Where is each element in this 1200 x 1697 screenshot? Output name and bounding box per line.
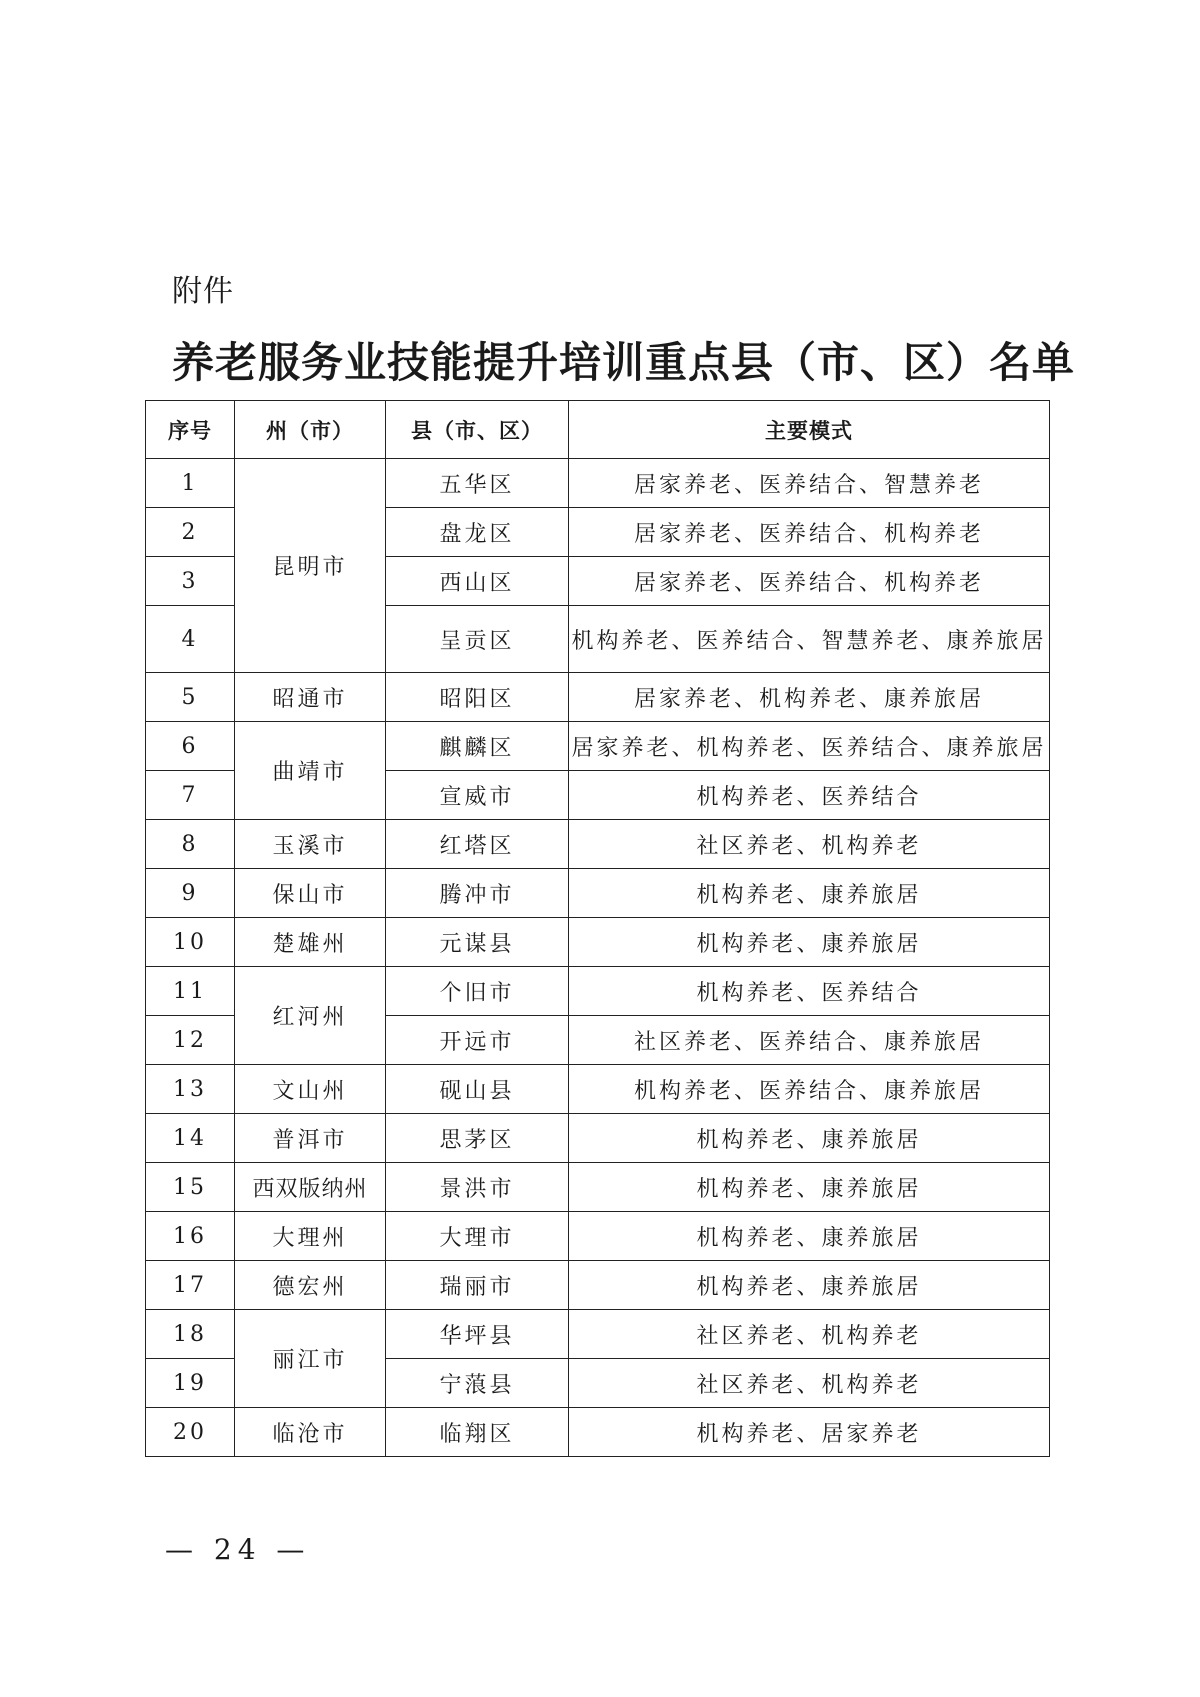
row-county: 五华区 xyxy=(386,459,569,508)
row-county: 盘龙区 xyxy=(386,508,569,557)
row-mode: 机构养老、康养旅居 xyxy=(569,1163,1050,1212)
table-row xyxy=(146,967,1050,1016)
row-county: 景洪市 xyxy=(386,1163,569,1212)
row-county: 个旧市 xyxy=(386,967,569,1016)
row-county: 西山区 xyxy=(386,557,569,606)
row-mode: 机构养老、医养结合 xyxy=(569,771,1050,820)
row-mode: 机构养老、医养结合、康养旅居 xyxy=(569,1065,1050,1114)
row-county: 宁蒗县 xyxy=(386,1359,569,1408)
row-prefecture: 昆明市 xyxy=(235,459,386,673)
row-prefecture: 玉溪市 xyxy=(235,820,386,869)
table-row xyxy=(146,1261,1050,1310)
row-mode: 社区养老、医养结合、康养旅居 xyxy=(569,1016,1050,1065)
row-prefecture: 曲靖市 xyxy=(235,722,386,820)
row-prefecture: 临沧市 xyxy=(235,1408,386,1457)
row-prefecture: 楚雄州 xyxy=(235,918,386,967)
table-row xyxy=(146,869,1050,918)
row-county: 元谋县 xyxy=(386,918,569,967)
row-county: 呈贡区 xyxy=(386,606,569,673)
row-county: 砚山县 xyxy=(386,1065,569,1114)
attachment-label: 附件 xyxy=(172,274,234,309)
row-prefecture: 昭通市 xyxy=(235,673,386,722)
row-county: 宣威市 xyxy=(386,771,569,820)
row-mode: 社区养老、机构养老 xyxy=(569,1359,1050,1408)
row-prefecture: 西双版纳州 xyxy=(235,1163,386,1212)
column-header-seq: 序号 xyxy=(146,401,235,459)
row-mode: 社区养老、机构养老 xyxy=(569,1310,1050,1359)
row-seq: 15 xyxy=(146,1163,235,1212)
column-header-mode: 主要模式 xyxy=(569,401,1050,459)
row-seq: 3 xyxy=(146,557,235,606)
row-county: 瑞丽市 xyxy=(386,1261,569,1310)
row-county: 开远市 xyxy=(386,1016,569,1065)
row-seq: 18 xyxy=(146,1310,235,1359)
table-row xyxy=(146,1408,1050,1457)
row-seq: 9 xyxy=(146,869,235,918)
row-county: 红塔区 xyxy=(386,820,569,869)
row-seq: 12 xyxy=(146,1016,235,1065)
row-mode: 居家养老、医养结合、机构养老 xyxy=(569,557,1050,606)
table-row xyxy=(146,722,1050,771)
table-row xyxy=(146,1065,1050,1114)
row-seq: 16 xyxy=(146,1212,235,1261)
table-row xyxy=(146,459,1050,508)
row-seq: 5 xyxy=(146,673,235,722)
row-county: 大理市 xyxy=(386,1212,569,1261)
row-mode: 机构养老、康养旅居 xyxy=(569,1114,1050,1163)
row-prefecture: 保山市 xyxy=(235,869,386,918)
table-row xyxy=(146,918,1050,967)
row-seq: 14 xyxy=(146,1114,235,1163)
row-seq: 6 xyxy=(146,722,235,771)
row-seq: 20 xyxy=(146,1408,235,1457)
row-prefecture: 丽江市 xyxy=(235,1310,386,1408)
row-county: 昭阳区 xyxy=(386,673,569,722)
row-mode: 居家养老、机构养老、康养旅居 xyxy=(569,673,1050,722)
row-seq: 11 xyxy=(146,967,235,1016)
row-mode: 机构养老、医养结合 xyxy=(569,967,1050,1016)
table-row xyxy=(146,1310,1050,1359)
row-mode: 机构养老、康养旅居 xyxy=(569,1212,1050,1261)
column-header-prefecture: 州（市） xyxy=(235,401,386,459)
table-row xyxy=(146,1212,1050,1261)
row-seq: 2 xyxy=(146,508,235,557)
table-row xyxy=(146,673,1050,722)
row-seq: 4 xyxy=(146,606,235,673)
row-seq: 1 xyxy=(146,459,235,508)
row-prefecture: 大理州 xyxy=(235,1212,386,1261)
row-prefecture: 红河州 xyxy=(235,967,386,1065)
row-mode: 社区养老、机构养老 xyxy=(569,820,1050,869)
row-mode: 机构养老、居家养老 xyxy=(569,1408,1050,1457)
row-county: 麒麟区 xyxy=(386,722,569,771)
row-prefecture: 普洱市 xyxy=(235,1114,386,1163)
column-header-county: 县（市、区） xyxy=(386,401,569,459)
table-row xyxy=(146,1163,1050,1212)
row-seq: 19 xyxy=(146,1359,235,1408)
county-list-table xyxy=(145,400,1050,1457)
row-mode: 居家养老、医养结合、智慧养老 xyxy=(569,459,1050,508)
row-county: 思茅区 xyxy=(386,1114,569,1163)
row-mode: 居家养老、医养结合、机构养老 xyxy=(569,508,1050,557)
row-mode: 机构养老、康养旅居 xyxy=(569,869,1050,918)
page-title: 养老服务业技能提升培训重点县（市、区）名单 xyxy=(172,338,1076,387)
table-row xyxy=(146,820,1050,869)
row-county: 临翔区 xyxy=(386,1408,569,1457)
row-county: 华坪县 xyxy=(386,1310,569,1359)
page-number: — 24 — xyxy=(165,1533,311,1566)
row-mode: 机构养老、医养结合、智慧养老、康养旅居 xyxy=(569,606,1050,673)
row-county: 腾冲市 xyxy=(386,869,569,918)
row-seq: 17 xyxy=(146,1261,235,1310)
row-mode: 居家养老、机构养老、医养结合、康养旅居 xyxy=(569,722,1050,771)
row-mode: 机构养老、康养旅居 xyxy=(569,1261,1050,1310)
row-prefecture: 德宏州 xyxy=(235,1261,386,1310)
table-header-row xyxy=(146,401,1050,459)
row-seq: 10 xyxy=(146,918,235,967)
row-seq: 8 xyxy=(146,820,235,869)
table-row xyxy=(146,1114,1050,1163)
row-mode: 机构养老、康养旅居 xyxy=(569,918,1050,967)
row-prefecture: 文山州 xyxy=(235,1065,386,1114)
row-seq: 13 xyxy=(146,1065,235,1114)
row-seq: 7 xyxy=(146,771,235,820)
